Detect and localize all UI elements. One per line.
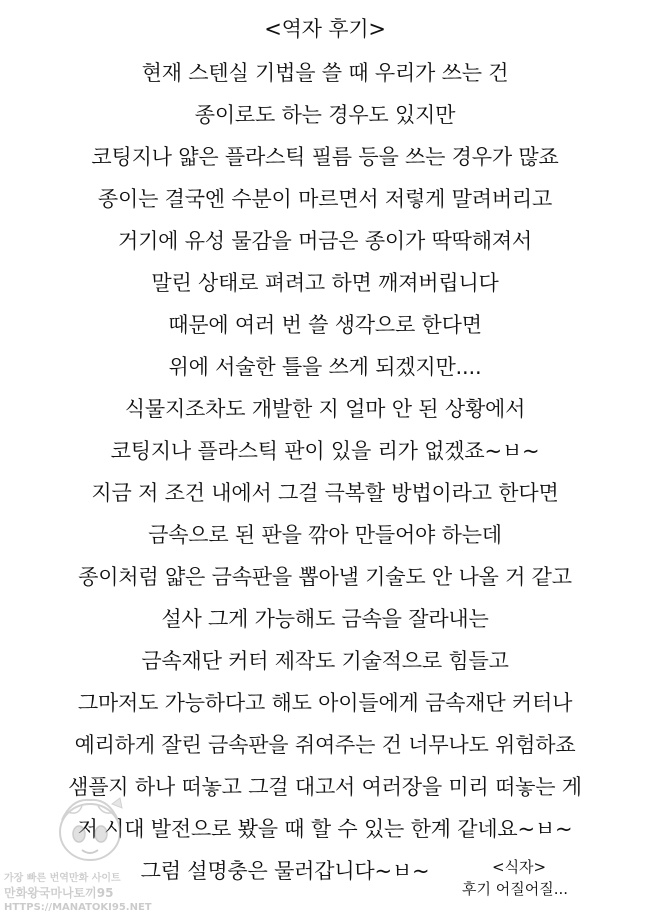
watermark-tagline: 가장 빠른 번역만화 사이트 (4, 873, 121, 884)
afterword-line: 때문에 여러 번 쓸 생각으로 한다면 (168, 313, 482, 337)
watermark-url: HTTPS://MANATOKI95.NET (4, 902, 152, 913)
afterword-line: 샘플지 하나 떠놓고 그걸 대고서 여러장을 미리 떠놓는 게 (68, 775, 582, 799)
afterword-line: 저 시대 발전으로 봤을 때 할 수 있는 한계 같네요~ㅂ~ (77, 817, 573, 841)
afterword-line: 코팅지나 얇은 플라스틱 필름 등을 쓰는 경우가 많죠 (91, 145, 559, 169)
afterword-line: 코팅지나 플라스틱 판이 있을 리가 없겠죠~ㅂ~ (110, 439, 540, 463)
afterword-line: 지금 저 조건 내에서 그걸 극복할 방법이라고 한다면 (91, 481, 559, 505)
afterword-line: 말린 상태로 펴려고 하면 깨져버립니다 (151, 271, 499, 295)
afterword-line: 식물지조차도 개발한 지 얼마 안 된 상황에서 (124, 397, 526, 421)
afterword-line: 그럼 설명충은 물러갑니다~ㅂ~ (140, 859, 430, 883)
watermark-site-name: 만화왕국마나토끼95 (4, 886, 114, 900)
site-watermark (4, 794, 174, 914)
mascot-logo (42, 794, 138, 872)
afterword-line: 종이로도 하는 경우도 있지만 (194, 103, 456, 127)
afterword-line: 거기에 유성 물감을 머금은 종이가 딱딱해져서 (117, 229, 532, 253)
afterword-line: 종이처럼 얇은 금속판을 뽑아낼 기술도 안 나올 거 같고 (78, 565, 572, 589)
afterword-line: 위에 서술한 틀을 쓰게 되겠지만.... (168, 355, 482, 379)
afterword-line: 종이는 결국엔 수분이 마르면서 저렇게 말려버리고 (97, 187, 553, 211)
afterword-line: 설사 그게 가능해도 금속을 잘라내는 (161, 607, 489, 631)
typesetter-tag: <식자> (492, 858, 547, 876)
afterword-line: 그마저도 가능하다고 해도 아이들에게 금속재단 커터나 (77, 691, 573, 715)
afterword-line: 예리하게 잘린 금속판을 쥐여주는 건 너무나도 위험하죠 (74, 733, 576, 757)
afterword-line: 금속재단 커터 제작도 기술적으로 힘들고 (141, 649, 509, 673)
afterword-line: 현재 스텐실 기법을 쓸 때 우리가 쓰는 건 (141, 61, 509, 85)
afterword-line: 금속으로 된 판을 깎아 만들어야 하는데 (148, 523, 502, 547)
afterword-title: <역자 후기> (264, 17, 386, 41)
typesetter-note: 후기 어질어질... (462, 880, 569, 898)
